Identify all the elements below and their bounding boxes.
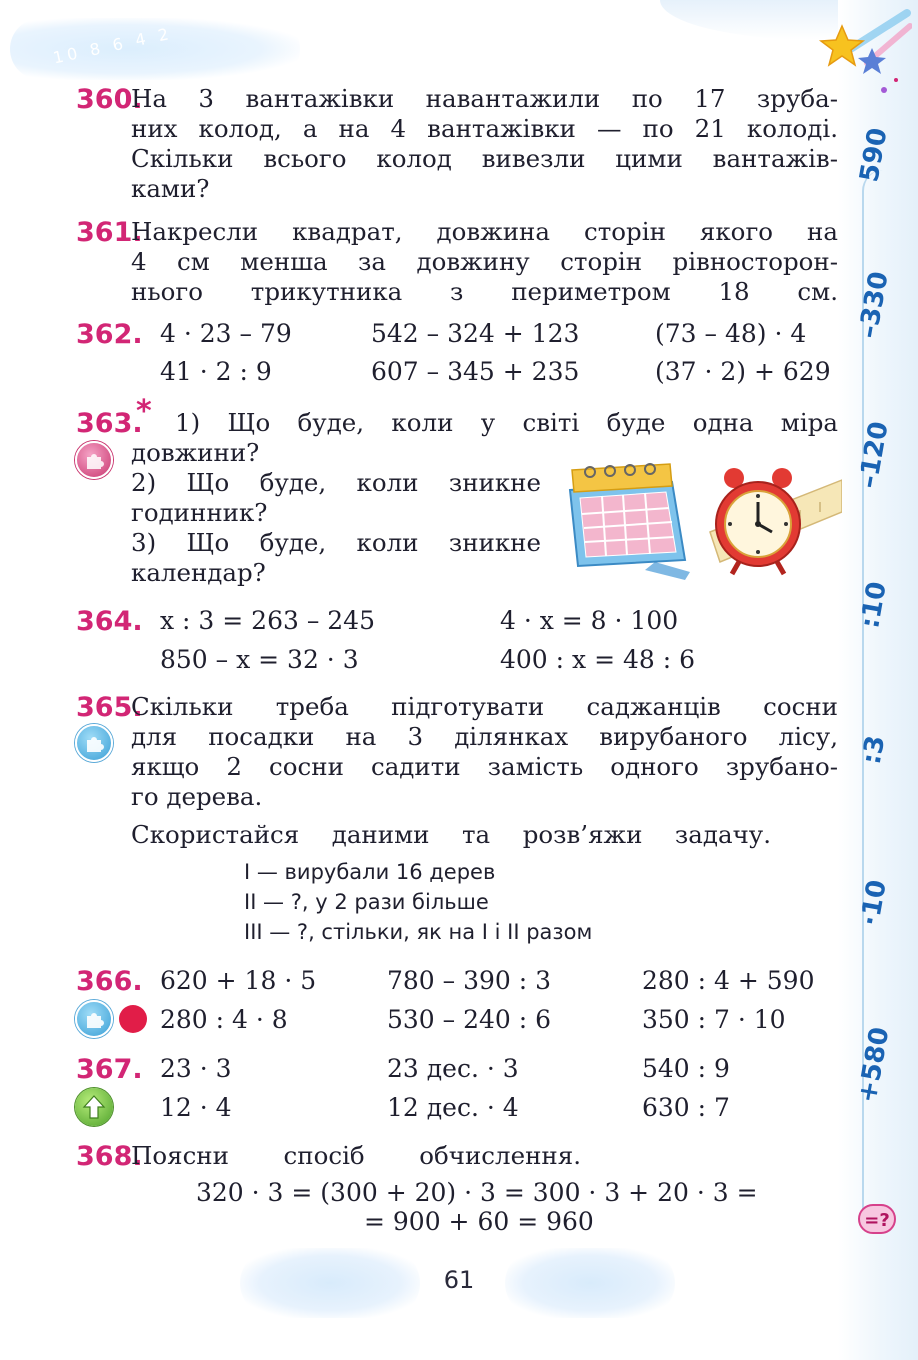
green-up-arrow-icon — [75, 1088, 113, 1126]
expression: (73 – 48) · 4 — [655, 319, 807, 348]
equation: 400 : x = 48 : 6 — [500, 645, 696, 674]
star-asterisk-icon: * — [136, 394, 152, 429]
expression: 23 · 3 — [160, 1054, 232, 1083]
calendar-clock-ruler-illustration — [560, 462, 842, 580]
side-number-7: +580 — [852, 1024, 896, 1106]
expression: 12 дес. · 4 — [387, 1093, 519, 1122]
equation: 850 – x = 32 · 3 — [160, 645, 359, 674]
expression: 41 · 2 : 9 — [160, 357, 272, 386]
expression: 607 – 345 + 235 — [371, 357, 580, 386]
cloud-digits: 10 8 6 4 2 — [51, 23, 175, 68]
expression: 630 : 7 — [642, 1093, 730, 1122]
expression: 530 – 240 : 6 — [387, 1005, 552, 1034]
text-line: Скористайся даними та розв’яжи задачу. — [131, 820, 771, 849]
expression: 350 : 7 · 10 — [642, 1005, 786, 1034]
expression: 23 дес. · 3 — [387, 1054, 519, 1083]
exercise-number-363: 363. — [76, 408, 143, 439]
exercise-360-text — [131, 84, 838, 204]
exercise-number-368: 368. — [76, 1141, 143, 1172]
expression: 280 : 4 · 8 — [160, 1005, 288, 1034]
puzzle-blue-icon — [75, 724, 113, 762]
exercise-363-text — [131, 438, 541, 588]
text-line: ками? — [131, 174, 210, 203]
text-line: Накресли квадрат, довжина сторін якого на — [131, 217, 838, 246]
text-line: На 3 вантажівки навантажили по 17 зруба- — [131, 84, 838, 113]
calculation-line-2: = 900 + 60 = 960 — [364, 1207, 594, 1236]
page-number: 61 — [443, 1266, 475, 1294]
exercise-361-text — [131, 217, 838, 307]
data-line: ІІ — ?, у 2 рази більше — [244, 890, 489, 914]
text-line: го дерева. — [131, 782, 263, 811]
expression: 780 – 390 : 3 — [387, 966, 552, 995]
side-number-5: :3 — [856, 733, 892, 767]
text-line: 1) Що буде, коли у світі буде одна міра — [175, 408, 838, 437]
data-line: ІІІ — ?, стільки, як на І і ІІ разом — [244, 920, 593, 944]
side-number-4: :10 — [855, 579, 893, 631]
text-line: календар? — [131, 558, 266, 587]
exercise-number-365: 365. — [76, 692, 143, 723]
text-line: 3) Що буде, коли зникне — [131, 528, 541, 557]
exercise-number-367: 367. — [76, 1054, 143, 1085]
puzzle-blue-icon — [75, 1000, 113, 1038]
exercise-365-instruction — [131, 820, 771, 850]
data-line: І — вирубали 16 дерев — [244, 860, 496, 884]
top-cloud-decoration — [10, 18, 300, 80]
exercise-number-360: 360. — [76, 84, 143, 115]
exercise-368-text — [131, 1141, 581, 1171]
side-number-3: –120 — [853, 419, 895, 491]
expression: 4 · 23 – 79 — [160, 319, 292, 348]
text-line: 4 см менша за довжину сторін рівносторон- — [131, 247, 838, 276]
text-line: для посадки на 3 ділянках вирубаного лісу, — [131, 722, 838, 751]
equals-question-badge: =? — [858, 1204, 896, 1234]
red-dot-icon — [119, 1005, 147, 1033]
text-line: довжини? — [131, 438, 260, 467]
side-number-2: –330 — [853, 269, 895, 341]
expression: 12 · 4 — [160, 1093, 232, 1122]
calculation-line-1: 320 · 3 = (300 + 20) · 3 = 300 · 3 + 20 · 3 = — [196, 1178, 758, 1207]
exercise-number-361: 361. — [76, 217, 143, 248]
expression: (37 · 2) + 629 — [655, 357, 831, 386]
expression: 280 : 4 + 590 — [642, 966, 815, 995]
expression: 540 : 9 — [642, 1054, 730, 1083]
exercise-number-364: 364. — [76, 606, 143, 637]
side-number-1: 590 — [854, 125, 894, 185]
text-line: якщо 2 сосни садити замість одного зрубано- — [131, 752, 838, 781]
equation: x : 3 = 263 – 245 — [160, 606, 375, 635]
side-number-6: ·10 — [855, 877, 893, 929]
text-line: годинник? — [131, 498, 268, 527]
text-line: 2) Що буде, коли зникне — [131, 468, 541, 497]
expression: 542 – 324 + 123 — [371, 319, 580, 348]
exercise-363-line1 — [175, 408, 838, 438]
text-line: Поясни спосіб обчислення. — [131, 1141, 581, 1170]
expression: 620 + 18 · 5 — [160, 966, 317, 995]
exercise-number-366: 366. — [76, 966, 143, 997]
text-line: Скільки всього колод вивезли цими вантажів- — [131, 144, 838, 173]
exercise-number-362: 362. — [76, 319, 143, 350]
text-line: нього трикутника з периметром 18 см. — [131, 277, 838, 306]
text-line: Скільки треба підготувати саджанців сосни — [131, 692, 838, 721]
exercise-365-text — [131, 692, 838, 812]
puzzle-pink-icon — [75, 441, 113, 479]
equation: 4 · x = 8 · 100 — [500, 606, 679, 635]
text-line: них колод, а на 4 вантажівки — по 21 колоді. — [131, 114, 838, 143]
